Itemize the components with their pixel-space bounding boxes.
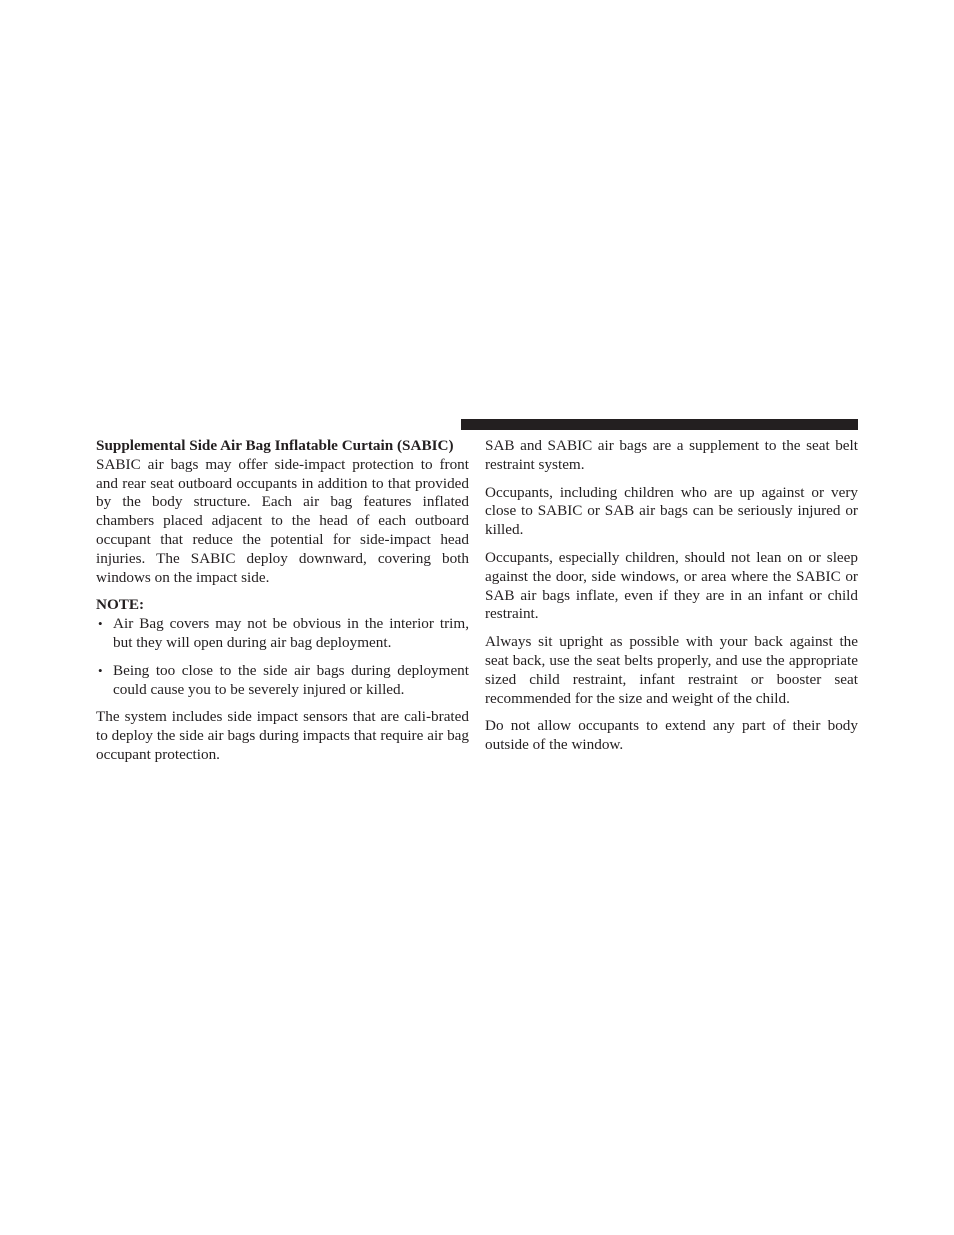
warning-header-bar (461, 419, 858, 430)
section-heading: Supplemental Side Air Bag Inflatable Curtain (SABIC) (96, 437, 454, 454)
closing-paragraph: The system includes side impact sensors that are cali-brated to deploy the side air bags during impacts that require air bag occupant protection. (96, 708, 469, 763)
warning-paragraph: Occupants, including children who are up against or very close to SABIC or SAB air bags can be seriously injured or killed. (485, 483, 858, 539)
bullet-icon: • (98, 662, 103, 678)
list-item (96, 662, 469, 700)
intro-paragraph: SABIC air bags may offer side-impact protection to front and rear seat outboard occupants in addition to that provided by the body structure. Each air bag features inflated chambers placed adjacent to the head of each outboard occupant that reduce the potential for side-impact head injuries. The SABIC deploy downward, covering both windows on the impact side. (96, 455, 469, 586)
note-label: NOTE: (96, 596, 145, 614)
list-item (96, 615, 469, 653)
bullet-text: Air Bag covers may not be obvious in the interior trim, but they will open during air bag deployment. (113, 615, 469, 651)
warning-paragraph: Always sit upright as possible with your back against the seat back, use the seat belts properly, and use the appropriate sized child restraint, infant restraint or booster seat recommended for the size and weight of the child. (485, 633, 858, 707)
note-bullet-list (96, 615, 469, 699)
warning-paragraph: SAB and SABIC air bags are a supplement to the seat belt restraint system. (485, 437, 858, 473)
warning-paragraph: Occupants, especially children, should not lean on or sleep against the door, side windows, or area where the SABIC or SAB air bags inflate, even if they are in an infant or child restraint. (485, 548, 858, 623)
bullet-icon: • (98, 616, 103, 632)
right-column-warnings (485, 437, 858, 764)
warning-paragraph: Do not allow occupants to extend any part of their body outside of the window. (485, 717, 858, 754)
bullet-text: Being too close to the side air bags during deployment could cause you to be severely injured or killed. (113, 661, 469, 698)
left-column (96, 437, 469, 774)
